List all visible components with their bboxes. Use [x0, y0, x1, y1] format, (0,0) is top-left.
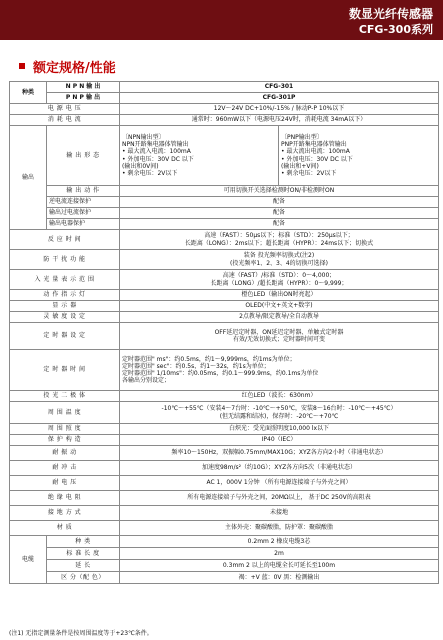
- output-group-label: 输出: [10, 126, 47, 230]
- table-row: [10, 323, 439, 350]
- display-label: 显 示 器: [10, 301, 120, 312]
- table-row: [10, 126, 439, 186]
- grounding-value: 未接地: [120, 506, 439, 521]
- table-row: [10, 301, 439, 312]
- timer-time-label: 定 时 器 时 间: [10, 350, 120, 391]
- table-row: [10, 208, 439, 219]
- sensitivity-label: 灵 敏 度 设 定: [10, 312, 120, 323]
- table-row: [10, 104, 439, 115]
- voltage-value: 12V～24V DC+10%/-15% / 脉动P-P 10%以下: [120, 104, 439, 115]
- power-label: 消 耗 电 流: [10, 115, 120, 126]
- insulation-value: 所有电源连接端子与外壳之间，20MΩ以上， 基于DC 250V的高阻表: [120, 491, 439, 506]
- cable-extension-value: 0.3mm 2 以上的电缆全长可延长至100m: [120, 560, 439, 572]
- surge-protect-label: 输出电器保护: [47, 219, 120, 230]
- bullet-square-icon: [19, 63, 25, 69]
- emitter-value: 红色LED（波长：630nm）: [120, 391, 439, 402]
- section-heading: [19, 58, 116, 74]
- withstand-value: AC 1，000V 1分钟 （所有电源连接端子与外壳之间）: [120, 476, 439, 491]
- type-label: 种类: [10, 82, 47, 104]
- reverse-protect-label: 逆电流连接保护: [47, 197, 120, 208]
- table-row: [10, 536, 439, 548]
- cable-extension-label: 延 长: [47, 560, 120, 572]
- header-bar: [0, 0, 443, 40]
- vibration-label: 耐 振 动: [10, 446, 120, 461]
- npn-output-label: N P N 输 出: [47, 82, 120, 93]
- product-title: 数显光纤传感器: [348, 7, 433, 21]
- table-row: [10, 270, 439, 290]
- display-value: OLED(中文+英文+数字): [120, 301, 439, 312]
- table-row: [10, 312, 439, 323]
- table-row: [10, 197, 439, 208]
- display-range-value: 高速（FAST）/标准（STD）：0～4,000； 长距离（LONG）/超长距离（HYPR）：0～9,999；: [120, 270, 439, 290]
- table-row: [10, 402, 439, 424]
- protection-value: IP40（IEC）: [120, 435, 439, 446]
- table-row: [10, 548, 439, 560]
- voltage-label: 电 源 电 压: [10, 104, 120, 115]
- vibration-value: 频率10～150Hz，双振幅0.75mm/MAX10G；XYZ各方向2小时（非通电状态）: [120, 446, 439, 461]
- cable-color-value: 褐：+V 蓝：0V 黑：检测输出: [120, 572, 439, 584]
- table-row: [10, 521, 439, 536]
- table-row: [10, 446, 439, 461]
- table-row: [10, 115, 439, 126]
- grounding-label: 接 地 方 式: [10, 506, 120, 521]
- overcurrent-protect-label: 输出过电流保护: [47, 208, 120, 219]
- table-row: [10, 230, 439, 250]
- response-value: 高速（FAST）：50μs以下；标准（STD）：250μs以下； 长距离（LONG）：2ms以下；超长距离（HYPR）：24ms以下；切换式: [120, 230, 439, 250]
- cable-kind-label: 种 类: [47, 536, 120, 548]
- overcurrent-protect-value: 配备: [120, 208, 439, 219]
- cable-kind-value: 0.2mm 2 橡皮电缆3芯: [120, 536, 439, 548]
- table-row: [10, 250, 439, 270]
- table-row: [10, 491, 439, 506]
- response-label: 反 应 时 间: [10, 230, 120, 250]
- insulation-label: 绝 缘 电 阻: [10, 491, 120, 506]
- table-row: [10, 476, 439, 491]
- interference-label: 防 干 扰 功 能: [10, 250, 120, 270]
- cable-length-label: 标 准 长 度: [47, 548, 120, 560]
- npn-output-spec: 〔NPN输出型〕 NPN开路集电器体管输出 • 最大流入电流：100mA • 外加电压：30V DC 以下 (输出和0V间) • 剩余电压：2V以下: [120, 126, 279, 186]
- output-action-label: 输 出 动 作: [47, 186, 120, 197]
- table-row: [10, 350, 439, 391]
- interference-value: 装备 投光频率切换式(注2) (投光频率1、2、3、4的切换可选择): [120, 250, 439, 270]
- pnp-output-label: P N P 输 出: [47, 93, 120, 104]
- surge-protect-value: 配备: [120, 219, 439, 230]
- shock-label: 耐 冲 击: [10, 461, 120, 476]
- table-row: [10, 82, 439, 93]
- table-row: [10, 391, 439, 402]
- display-range-label: 入 光 量 表 示 范 围: [10, 270, 120, 290]
- pnp-output-spec: 〔PNP输出型〕 PNP开路集电器体管输出 • 最大流出电流：100mA • 外加电压：30V DC 以下 (输出和+V间) • 剩余电压：2V以下: [279, 126, 439, 186]
- emitter-label: 投 光 二 极 体: [10, 391, 120, 402]
- timer-set-value: OFF延迟定时器、ON延迟定时器、单触式定时器 有效/无效切换式；定时器时间可变: [120, 323, 439, 350]
- table-row: [10, 219, 439, 230]
- cable-color-label: 区 分（配 色）: [47, 572, 120, 584]
- cable-length-value: 2m: [120, 548, 439, 560]
- material-value: 主体外壳：聚碳酸脂，防护罩：聚碳酸脂: [120, 521, 439, 536]
- product-series: CFG-300系列: [358, 23, 433, 36]
- material-label: 材 质: [10, 521, 120, 536]
- table-row: [10, 506, 439, 521]
- ambient-temp-value: -10℃～+55℃（安装4～7台时：-10℃～+50℃，安装8～16台时：-10℃～+45℃） (但无结露和结冰)，保存时：-20℃～+70℃: [120, 402, 439, 424]
- timer-time-value: 定时器范围" ms"：约0.5ms，约1～9,999ms，约1ms为单位； 定时器范围" sec"：约0.5s，约1～32s，约1s为单位； 定时器范围" 1/10ms"：约0.05ms，约0.1～999.9ms，约0.1ms为单位 各输出分别设定；: [120, 350, 439, 391]
- table-row: [10, 435, 439, 446]
- power-value: 通常时：960mW以下（电源电压24V时，消耗电流 34mA以下）: [120, 115, 439, 126]
- ambient-temp-label: 周 围 温 度: [10, 402, 120, 424]
- footnote: (注1) 无指定测量条件是按周围温度等于+23℃条件。: [9, 630, 153, 637]
- table-row: [10, 424, 439, 435]
- npn-model: CFG-301: [120, 82, 439, 93]
- reverse-protect-value: 配备: [120, 197, 439, 208]
- table-row: [10, 290, 439, 301]
- spec-table: [9, 81, 439, 584]
- table-row: [10, 572, 439, 584]
- indicator-label: 动 作 指 示 灯: [10, 290, 120, 301]
- shock-value: 加速度98m/s²（约10G）；XYZ各方向5次（非通电状态）: [120, 461, 439, 476]
- withstand-label: 耐 电 压: [10, 476, 120, 491]
- ambient-light-label: 周 围 照 度: [10, 424, 120, 435]
- protection-label: 保 护 构 造: [10, 435, 120, 446]
- output-action-value: 可用切换开关选择检测时ON/非检测时ON: [120, 186, 439, 197]
- ambient-light-value: 白炽光：受光面照明度10,000 lx以下: [120, 424, 439, 435]
- table-row: [10, 93, 439, 104]
- timer-set-label: 定 时 器 设 定: [10, 323, 120, 350]
- table-row: [10, 461, 439, 476]
- table-row: [10, 560, 439, 572]
- indicator-value: 橙色LED（输出ON时亮起）: [120, 290, 439, 301]
- cable-group-label: 电缆: [10, 536, 47, 584]
- sensitivity-value: 2点教导/限定教导/全自动教导: [120, 312, 439, 323]
- pnp-model: CFG-301P: [120, 93, 439, 104]
- section-title: 额定规格/性能: [33, 60, 116, 76]
- table-row: [10, 186, 439, 197]
- output-form-label: 输 出 形 态: [47, 126, 120, 186]
